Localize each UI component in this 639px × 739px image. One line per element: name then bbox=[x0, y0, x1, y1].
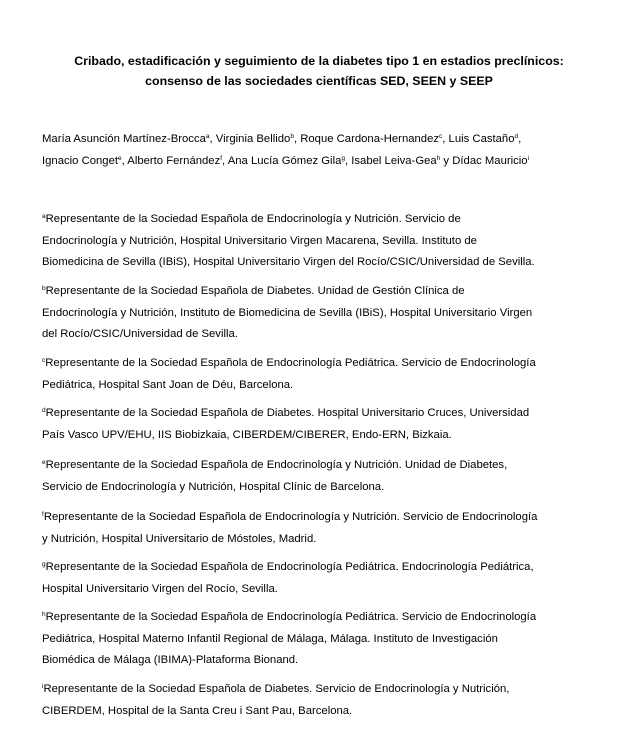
author-separator: , bbox=[518, 133, 522, 145]
affiliation-line: Endocrinología y Nutrición, Hospital Universitario Virgen Macarena, Sevilla. Instituto de bbox=[42, 234, 477, 247]
affiliation-mark: f bbox=[42, 511, 44, 518]
author-name: Alberto Fernández bbox=[127, 155, 221, 167]
author-name: Luis Castaño bbox=[448, 133, 515, 145]
author-list-line-1 bbox=[42, 133, 622, 145]
affiliation-a bbox=[42, 209, 622, 274]
affiliation-line bbox=[42, 403, 622, 425]
affiliation-mark: e bbox=[42, 459, 46, 466]
author-affiliation-mark: g bbox=[341, 155, 345, 162]
author-separator: , bbox=[293, 133, 301, 145]
paper-title-line-1: Cribado, estadificación y seguimiento de la diabetes tipo 1 en estadios preclínicos: bbox=[74, 54, 564, 68]
author-affiliation-mark: d bbox=[514, 133, 519, 140]
author-affiliation-mark: f bbox=[220, 155, 223, 162]
author-affiliation-mark: i bbox=[527, 155, 530, 162]
author-name: María Asunción Martínez-Brocca bbox=[42, 133, 206, 145]
affiliation-line bbox=[42, 607, 622, 629]
author-list-line-2 bbox=[42, 155, 622, 167]
affiliation-mark: h bbox=[42, 611, 46, 618]
author-separator: , bbox=[442, 133, 449, 145]
paper-title-line-2: consenso de las sociedades científicas SED, SEEN y SEEP bbox=[145, 74, 493, 88]
author-separator: y bbox=[440, 155, 453, 167]
affiliation-i bbox=[42, 679, 622, 722]
author-name: Virginia Bellido bbox=[215, 133, 291, 145]
author-name: Roque Cardona-Hernandez bbox=[300, 133, 440, 145]
affiliation-line bbox=[42, 281, 622, 303]
affiliation-c bbox=[42, 353, 622, 396]
affiliation-line: CIBERDEM, Hospital de la Santa Creu i Sant Pau, Barcelona. bbox=[42, 704, 353, 717]
affiliation-line bbox=[42, 507, 622, 529]
affiliation-line: País Vasco UPV/EHU, IIS Biobizkaia, CIBERDEM/CIBERER, Endo-ERN, Bizkaia. bbox=[42, 428, 452, 441]
affiliation-mark: c bbox=[42, 357, 46, 364]
affiliation-line: Pediátrica, Hospital Materno Infantil Regional de Málaga, Málaga. Instituto de Investigación bbox=[42, 632, 498, 645]
affiliation-line: Endocrinología y Nutrición, Instituto de Biomedicina de Sevilla (IBiS), Hospital Universitario Virgen bbox=[42, 306, 533, 319]
affiliation-line: Pediátrica, Hospital Sant Joan de Déu, Barcelona. bbox=[42, 378, 294, 391]
affiliation-line: del Rocío/CSIC/Universidad de Sevilla. bbox=[42, 328, 238, 340]
affiliation-mark: b bbox=[42, 285, 46, 292]
author-affiliation-mark: a bbox=[205, 133, 210, 140]
affiliation-e bbox=[42, 455, 622, 498]
affiliation-line: Biomedicina de Sevilla (IBiS), Hospital Universitario Virgen del Rocío/CSIC/Universidad de Sevilla. bbox=[42, 256, 535, 268]
affiliation-h bbox=[42, 607, 622, 672]
affiliation-b bbox=[42, 281, 622, 346]
author-separator: , bbox=[344, 155, 352, 167]
author-separator: , bbox=[121, 155, 128, 167]
affiliation-line bbox=[42, 353, 622, 375]
affiliation-line bbox=[42, 209, 622, 231]
affiliation-f bbox=[42, 507, 622, 550]
affiliation-line: y Nutrición, Hospital Universitario de Móstoles, Madrid. bbox=[42, 532, 317, 545]
author-name: Isabel Leiva-Gea bbox=[351, 155, 437, 167]
affiliation-text: Representante de la Sociedad Española de Diabetes. Servicio de Endocrinología y Nutrición, bbox=[43, 683, 510, 695]
affiliation-line bbox=[42, 455, 622, 477]
author-affiliation-mark: b bbox=[290, 133, 294, 140]
author-affiliation-mark: h bbox=[436, 155, 441, 162]
affiliation-mark: i bbox=[42, 683, 44, 690]
author-name: Dídac Mauricio bbox=[452, 155, 528, 167]
affiliation-text: Representante de la Sociedad Española de Endocrinología Pediátrica. Servicio de Endocrinología bbox=[45, 357, 536, 369]
affiliation-mark: d bbox=[42, 407, 46, 414]
author-separator: , bbox=[209, 133, 216, 145]
affiliation-d bbox=[42, 403, 622, 446]
affiliation-line: Hospital Universitario Virgen del Rocío, Sevilla. bbox=[42, 582, 278, 595]
author-affiliation-mark: c bbox=[439, 133, 443, 140]
affiliation-line bbox=[42, 679, 622, 701]
affiliation-text: Representante de la Sociedad Española de Endocrinología y Nutrición. Servicio de Endocrinología bbox=[43, 511, 538, 523]
author-affiliation-mark: e bbox=[118, 155, 122, 162]
affiliation-mark: g bbox=[42, 561, 46, 568]
affiliation-line: Servicio de Endocrinología y Nutrición, Hospital Clínic de Barcelona. bbox=[42, 480, 385, 493]
affiliation-text: Representante de la Sociedad Española de Endocrinología y Nutrición. Servicio de bbox=[45, 213, 461, 225]
affiliation-text: Representante de la Sociedad Española de Diabetes. Unidad de Gestión Clínica de bbox=[45, 285, 465, 297]
affiliation-g bbox=[42, 557, 622, 600]
author-name: Ignacio Conget bbox=[42, 155, 118, 167]
affiliation-text: Representante de la Sociedad Española de Endocrinología Pediátrica. Servicio de Endocrinología bbox=[45, 611, 537, 623]
affiliation-text: Representante de la Sociedad Española de Diabetes. Hospital Universitario Cruces, Universidad bbox=[45, 407, 530, 419]
affiliation-line: Biomédica de Málaga (IBIMA)-Plataforma Bionand. bbox=[42, 654, 299, 666]
author-separator: , bbox=[222, 155, 228, 167]
author-name: Ana Lucía Gómez Gila bbox=[227, 155, 342, 167]
affiliation-text: Representante de la Sociedad Española de Endocrinología y Nutrición. Unidad de Diabetes, bbox=[45, 459, 508, 471]
affiliation-mark: a bbox=[42, 213, 46, 220]
affiliation-line bbox=[42, 557, 622, 579]
affiliation-text: Representante de la Sociedad Española de Endocrinología Pediátrica. Endocrinología Pediátrica, bbox=[45, 561, 534, 573]
